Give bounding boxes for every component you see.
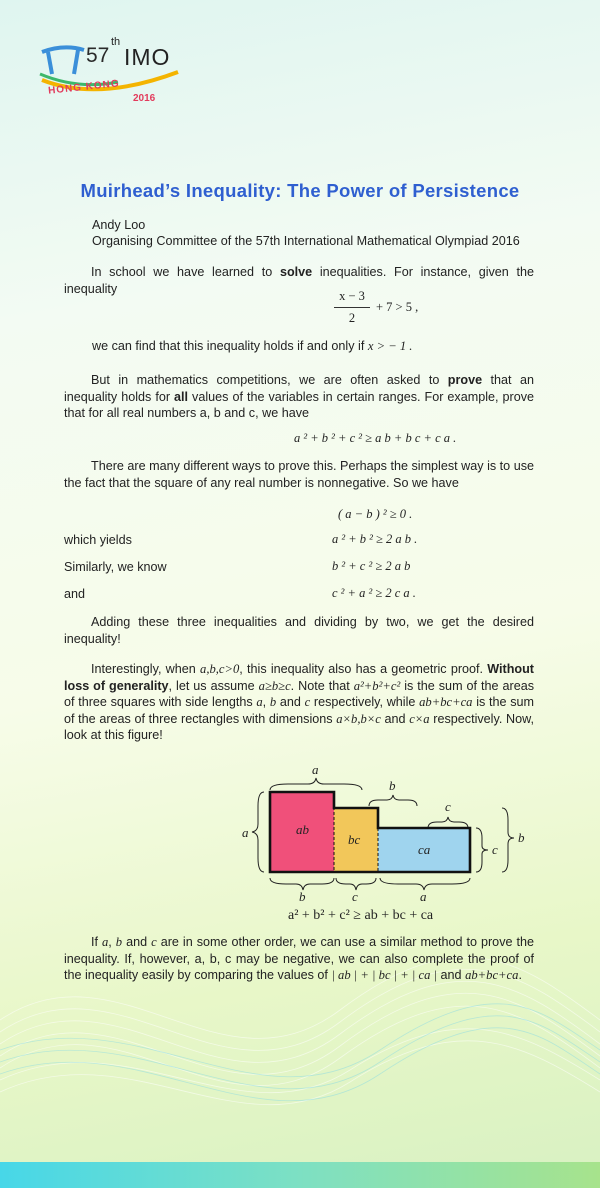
label-bottom-c: c <box>352 889 358 904</box>
paragraph-1: In school we have learned to solve inequalities. For instance, given the inequality <box>64 265 534 296</box>
geometric-proof-figure <box>238 762 538 906</box>
label-bottom-a: a <box>420 889 427 904</box>
inequality-1-rest: + 7 > 5 , <box>376 300 419 314</box>
author-affiliation: Organising Committee of the 57th International Mathematical Olympiad 2016 <box>92 234 520 248</box>
paragraph-4: There are many different ways to prove this. Perhaps the simplest way is to use the fact that the square of any real number is nonnegative. So we have <box>64 459 534 490</box>
logo-year: 2016 <box>133 93 156 104</box>
figure-caption: a² + b² + c² ≥ ab + bc + ca <box>288 908 434 923</box>
fraction-denominator: 2 <box>348 311 356 325</box>
label-bc: bc <box>348 832 361 847</box>
label-ab: ab <box>296 822 309 837</box>
label-ca: ca <box>418 842 431 857</box>
article-title: Muirhead’s Inequality: The Power of Persistence <box>80 180 520 201</box>
logo-name: IMO <box>124 44 171 70</box>
fraction-bar <box>334 307 370 308</box>
paragraph-2: we can find that this inequality holds if and only if x > − 1 . <box>92 339 413 353</box>
paragraph-5: Adding these three inequalities and dividing by two, we get the desired inequality! <box>64 615 534 646</box>
derivation-line-1: ( a − b ) ² ≥ 0 . <box>338 507 413 521</box>
derivation-label-2: which yields <box>64 533 132 547</box>
derivation-label-4: and <box>64 587 86 601</box>
derivation-line-4: c ² + a ² ≥ 2 c a . <box>332 586 416 600</box>
logo-number: 57 <box>86 44 110 67</box>
fraction-numerator: x − 3 <box>339 289 365 303</box>
derivation-line-3: b ² + c ² ≥ 2 a b <box>332 559 411 573</box>
paragraph-6: Interestingly, when a,b,c>0, this inequality also has a geometric proof. Without loss of generality, let us assume a≥b≥c. Note that a²+b²+c² is the sum of the areas of three squares with side lengths a, b and c respectively, while ab+bc+ca is the sum of the areas of three rectangles with dimensions a×b,b×c and c×a respectively. Now, look at this figure! <box>64 662 535 742</box>
logo-city: HONG KONG <box>47 78 121 97</box>
label-bottom-b: b <box>299 889 306 904</box>
paragraph-7: If a, b and c are in some other order, we can use a similar method to prove the inequality. If, however, a, b, c may be negative, we can also complete the proof of the inequality easily by comparing the values of | ab | + | bc | + | ca | and ab+bc+ca. <box>64 935 534 982</box>
derivation-label-3: Similarly, we know <box>64 560 167 574</box>
label-right-c: c <box>492 842 498 857</box>
label-left-a: a <box>242 825 249 840</box>
derivation-line-2: a ² + b ² ≥ 2 a b . <box>332 532 418 546</box>
label-top-b: b <box>389 778 396 793</box>
label-right-b: b <box>518 830 525 845</box>
inequality-2: a ² + b ² + c ² ≥ a b + b c + c a . <box>294 431 457 445</box>
label-top-a: a <box>312 762 319 777</box>
label-top-c: c <box>445 799 451 814</box>
paragraph-3: But in mathematics competitions, we are often asked to prove that an inequality holds for all values of the variables in certain ranges. For example, prove that for all real numbers a, b and c, we have <box>64 373 534 420</box>
author-name: Andy Loo <box>92 218 146 232</box>
logo-ordinal: th <box>111 36 121 48</box>
bottom-color-strip <box>0 1162 600 1188</box>
